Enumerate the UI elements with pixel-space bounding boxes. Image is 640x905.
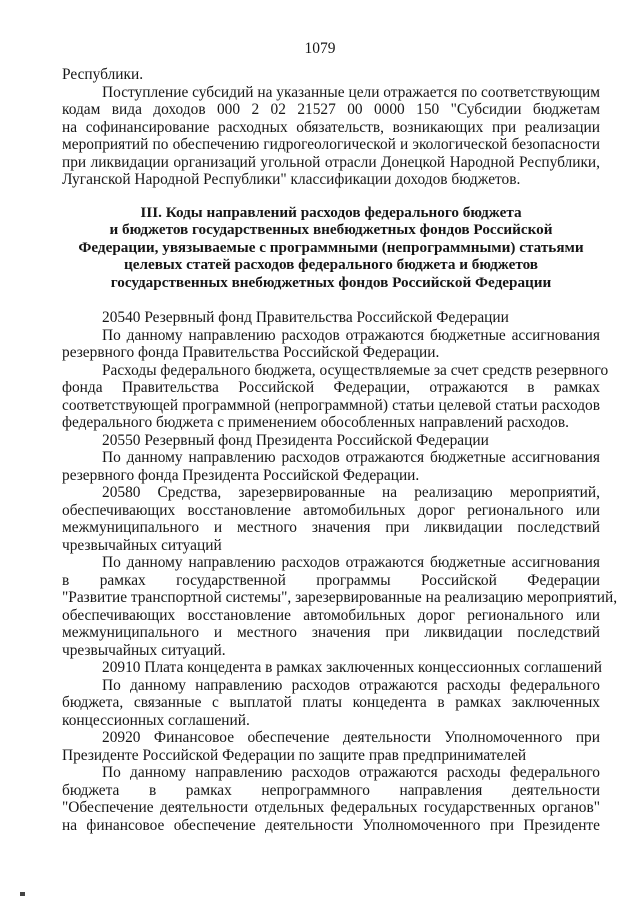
text-line: межмуниципального и местного значения при ликвидации последствий: [62, 624, 600, 641]
text-line: По данному направлению расходов отражаются расходы федерального: [102, 676, 600, 694]
text-line: концессионных соглашений.: [62, 711, 250, 729]
text-line: Поступление субсидий на указанные цели отражается по соответствующим: [102, 83, 600, 101]
section-heading: [62, 204, 600, 292]
document-body: [62, 66, 618, 834]
code-heading-20920: 20920 Финансовое обеспечение деятельности Уполномоченного при: [102, 729, 600, 746]
text-line: федерального бюджета с применением обособленных направлений расходов.: [62, 414, 569, 431]
text-line: на финансовое обеспечение деятельности Уполномоченного при Президенте: [62, 816, 600, 834]
text-line: "Развитие транспортной системы", зарезервированные на реализацию мероприятий,: [62, 589, 618, 606]
text-line: фонда Правительства Российской Федерации, отражаются в рамках: [62, 379, 600, 396]
text-line: обеспечивающих восстановление автомобильных дорог регионального или: [62, 501, 600, 519]
code-heading-20550: 20550 Резервный фонд Президента Российской Федерации: [102, 431, 489, 449]
text-line: кодам вида доходов 000 2 02 21527 00 0000 150 "Субсидии бюджетам: [62, 101, 600, 118]
scan-mark: [20, 892, 25, 896]
text-line: чрезвычайных ситуаций.: [62, 641, 226, 659]
text-line: бюджета, связанные с выплатой платы концедента в рамках заключенных: [62, 694, 600, 711]
text-line: Расходы федерального бюджета, осуществляемые за счет средств резервного: [102, 361, 609, 379]
text-line: "Обеспечение деятельности отдельных федеральных государственных органов": [62, 799, 600, 816]
heading-line: Федерации, увязываемые с программными (непрограммными) статьями: [78, 238, 584, 256]
text-line: резервного фонда Правительства Российской Федерации.: [62, 344, 440, 361]
text-line: Республики.: [62, 66, 144, 83]
text-line: По данному направлению расходов отражаются бюджетные ассигнования: [102, 554, 600, 571]
heading-line: целевых статей расходов федерального бюджета и бюджетов: [123, 256, 539, 273]
heading-line: государственных внебюджетных фондов Российской Федерации: [110, 273, 552, 291]
text-line: обеспечивающих восстановление автомобильных дорог регионального или: [62, 606, 600, 624]
text-line: бюджета в рамках непрограммного направления деятельности: [62, 781, 600, 799]
intro-paragraph: [62, 66, 600, 189]
text-line: резервного фонда Президента Российской Федерации.: [62, 466, 420, 484]
text-line: чрезвычайных ситуаций: [62, 536, 222, 554]
text-line: в рамках государственной программы Российской Федерации: [62, 571, 600, 589]
text-line: на софинансирование расходных обязательств, возникающих при реализации: [62, 118, 600, 136]
text-line: при ликвидации организаций угольной отрасли Донецкой Народной Республики,: [62, 153, 600, 171]
text-line: По данному направлению расходов отражаются бюджетные ассигнования: [102, 449, 600, 466]
code-heading-20540: 20540 Резервный фонд Правительства Российской Федерации: [102, 309, 509, 326]
text-line: Луганской Народной Республики" классификации доходов бюджетов.: [62, 171, 521, 188]
code-entries: [62, 309, 618, 834]
text-line: соответствующей программной (непрограммной) статьи целевой статьи расходов: [62, 396, 600, 414]
code-heading-20910: 20910 Плата концедента в рамках заключенных концессионных соглашений: [102, 659, 603, 676]
text-line: мероприятий по обеспечению гидрогеологической и экологической безопасности: [62, 136, 600, 153]
code-heading-20580: 20580 Средства, зарезервированные на реализацию мероприятий,: [102, 484, 600, 501]
page-number: 1079: [304, 40, 336, 57]
text-line: По данному направлению расходов отражаются бюджетные ассигнования: [102, 326, 600, 344]
text-line: По данному направлению расходов отражаются расходы федерального: [102, 764, 600, 781]
heading-line: III. Коды направлений расходов федерального бюджета: [140, 203, 522, 221]
text-line: межмуниципального и местного значения при ликвидации последствий: [62, 519, 600, 536]
heading-line: и бюджетов государственных внебюджетных фондов Российской: [109, 221, 553, 238]
text-line: Президенте Российской Федерации по защите прав предпринимателей: [62, 746, 527, 764]
